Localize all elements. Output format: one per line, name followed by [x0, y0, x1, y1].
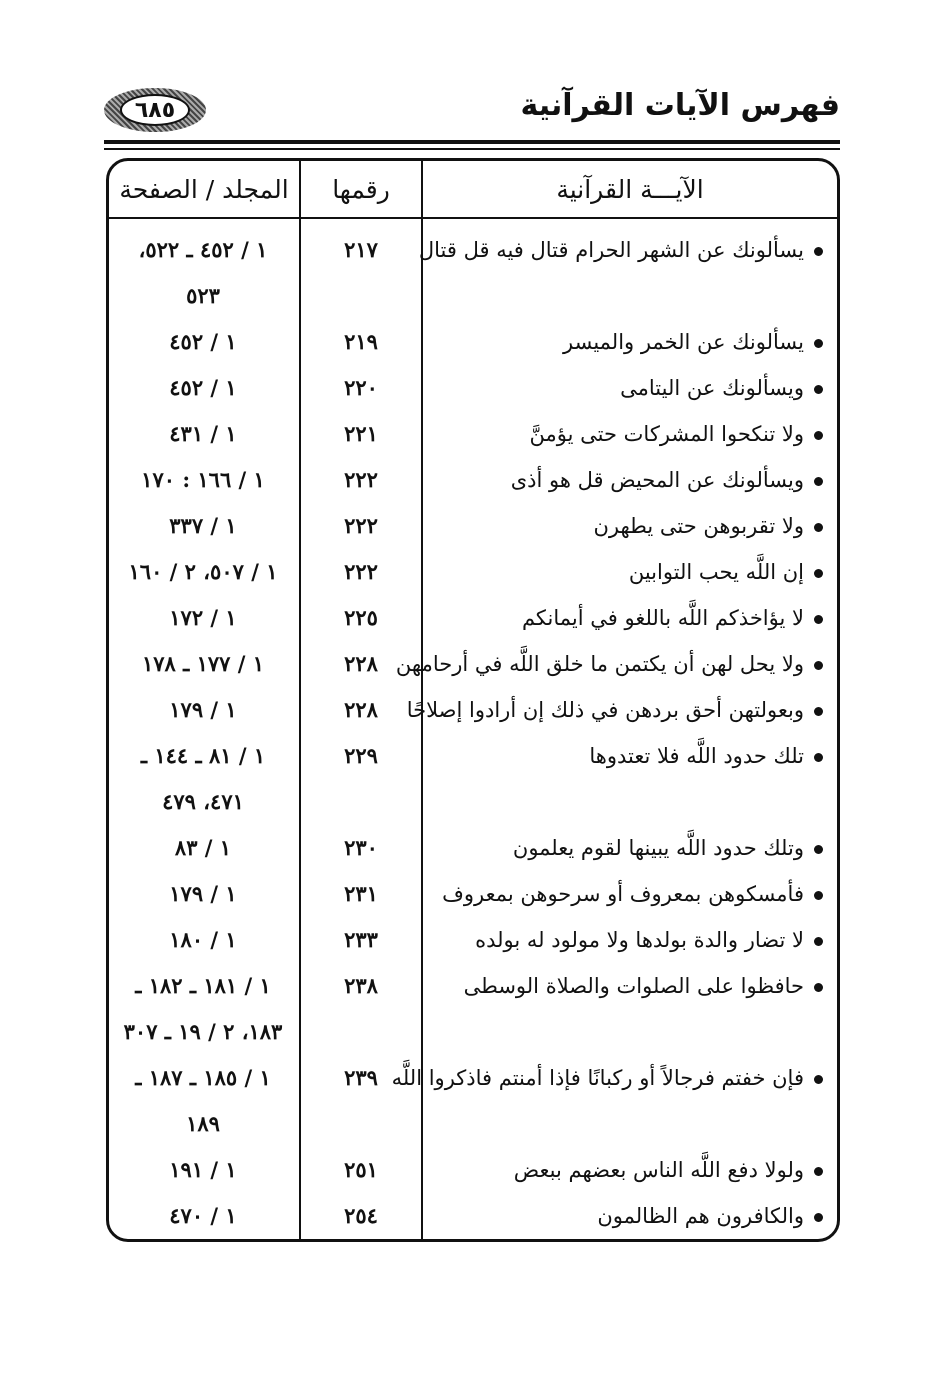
verse-cell — [427, 319, 823, 365]
table-row — [109, 595, 837, 641]
verse-text: ولا تقربوهن حتى يطهرن — [593, 514, 804, 538]
verse-text: ويسألونك عن المحيض قل هو أذى — [510, 468, 804, 492]
volume-page-ref: ١ / ٣٣٧ — [169, 513, 237, 538]
verse-number: ٢٢٢ — [344, 467, 378, 492]
volume-page-ref: ١ / ١٨٠ — [169, 927, 237, 952]
verse-cell — [391, 1055, 823, 1101]
header-divider — [109, 217, 837, 219]
bullet-icon — [814, 247, 823, 256]
volume-page-ref: ١ / ١٨٥ ـ ١٨٧ ـ — [135, 1065, 271, 1090]
verse-cell — [427, 733, 823, 779]
bullet-icon — [814, 339, 823, 348]
verse-number: ٢٣١ — [344, 881, 378, 906]
volume-page-ref: ١ / ٨٣ — [174, 835, 232, 860]
volume-page-ref: ١ / ٤٣١ — [169, 421, 237, 446]
column-header-number: رقمها — [332, 175, 390, 204]
page-title: فهرس الآيات القرآنية — [520, 88, 840, 123]
header-rule-thick — [104, 140, 840, 144]
verse-number: ٢٣٣ — [344, 927, 378, 952]
verse-cell — [427, 595, 823, 641]
volume-page-ref: ١ / ٤٥٢ ـ ٥٢٢، — [138, 237, 268, 262]
verse-cell — [427, 963, 823, 1009]
table-row — [109, 411, 837, 457]
verse-text: يسألونك عن الخمر والميسر — [563, 330, 804, 354]
verse-text: ولا يحل لهن أن يكتمن ما خلق اللَّه في أرحامهن — [395, 652, 804, 676]
verse-cell — [427, 871, 823, 917]
verse-cell — [427, 411, 823, 457]
verse-cell — [427, 1193, 823, 1239]
volume-page-ref: ١ / ١٧٩ — [169, 697, 237, 722]
page-header — [0, 0, 944, 140]
volume-page-ref: ١ / ١٧٢ — [169, 605, 237, 630]
verse-cell — [427, 917, 823, 963]
bullet-icon — [814, 1167, 823, 1176]
table-row — [109, 319, 837, 365]
verse-number: ٢٥٤ — [344, 1203, 378, 1228]
table-row — [109, 503, 837, 549]
page-number-badge — [104, 88, 206, 132]
table-row — [109, 1147, 837, 1193]
verse-text: فأمسكوهن بمعروف أو سرحوهن بمعروف — [442, 882, 804, 906]
volume-page-ref: ١ / ٤٥٢ — [169, 375, 237, 400]
verse-text: والكافرون هم الظالمون — [597, 1204, 804, 1228]
volume-page-ref-continued: ١٨٣، ٢ / ١٩ ـ ٣٠٧ — [123, 1019, 283, 1044]
volume-page-ref: ١ / ١٩١ — [169, 1157, 237, 1182]
volume-page-ref-continued: ١٨٩ — [186, 1111, 220, 1136]
table-row — [109, 871, 837, 917]
volume-page-ref: ١ / ٨١ ـ ١٤٤ ـ — [140, 743, 266, 768]
bullet-icon — [814, 615, 823, 624]
verse-text: تلك حدود اللَّه فلا تعتدوها — [589, 744, 804, 768]
table-row — [109, 1055, 837, 1101]
header-rule-thin — [104, 148, 840, 150]
bullet-icon — [814, 983, 823, 992]
column-header-volume-page: المجلد / الصفحة — [119, 175, 289, 204]
table-row — [109, 963, 837, 1009]
verse-number: ٢٢٢ — [344, 559, 378, 584]
verse-text: يسألونك عن الشهر الحرام قتال فيه قل قتال — [418, 238, 804, 262]
table-row — [109, 365, 837, 411]
verse-text: ويسألونك عن اليتامى — [620, 376, 804, 400]
bullet-icon — [814, 569, 823, 578]
verse-number: ٢٢٢ — [344, 513, 378, 538]
verse-number: ٢٢٨ — [344, 651, 378, 676]
verse-cell — [427, 549, 823, 595]
volume-page-ref: ١ / ١٨١ ـ ١٨٢ ـ — [135, 973, 271, 998]
page-number: ٦٨٥ — [120, 94, 190, 126]
verse-text: لا يؤاخذكم اللَّه باللغو في أيمانكم — [521, 606, 804, 630]
bullet-icon — [814, 431, 823, 440]
table-row — [109, 733, 837, 779]
verse-text: وبعولتهن أحق بردهن في ذلك إن أرادوا إصلاحًا — [406, 698, 804, 722]
volume-page-ref: ١ / ١٧٧ ـ ١٧٨ — [141, 651, 265, 676]
volume-page-ref-continued: ٥٢٣ — [186, 283, 220, 308]
verse-number: ٢٣٩ — [344, 1065, 378, 1090]
bullet-icon — [814, 845, 823, 854]
table-row — [109, 227, 837, 273]
verse-cell — [418, 227, 823, 273]
bullet-icon — [814, 891, 823, 900]
column-header-verse: الآيـــة القرآنية — [556, 175, 704, 204]
verse-number: ٢٢٠ — [344, 375, 378, 400]
volume-page-ref: ١ / ٤٥٢ — [169, 329, 237, 354]
bullet-icon — [814, 937, 823, 946]
verse-cell — [427, 503, 823, 549]
bullet-icon — [814, 707, 823, 716]
verse-number: ٢١٧ — [344, 237, 378, 262]
bullet-icon — [814, 661, 823, 670]
table-row — [109, 457, 837, 503]
verse-text: إن اللَّه يحب التوابين — [628, 560, 804, 584]
bullet-icon — [814, 385, 823, 394]
volume-page-ref: ١ / ٤٧٠ — [169, 1203, 237, 1228]
bullet-icon — [814, 477, 823, 486]
verse-text: لا تضار والدة بولدها ولا مولود له بولده — [475, 928, 804, 952]
table-row — [109, 641, 837, 687]
bullet-icon — [814, 1213, 823, 1222]
volume-page-ref-continued: ٤٧١، ٤٧٩ — [162, 789, 244, 814]
verses-index-table — [106, 158, 840, 1242]
bullet-icon — [814, 753, 823, 762]
verse-number: ٢٢١ — [344, 421, 378, 446]
table-row — [109, 917, 837, 963]
verse-cell — [427, 825, 823, 871]
bullet-icon — [814, 523, 823, 532]
table-row — [109, 687, 837, 733]
verse-cell — [406, 687, 823, 733]
verse-number: ٢٢٥ — [344, 605, 378, 630]
verse-text: ولا تنكحوا المشركات حتى يؤمنَّ — [529, 422, 804, 446]
table-row — [109, 549, 837, 595]
bullet-icon — [814, 1075, 823, 1084]
table-row — [109, 1193, 837, 1239]
verse-text: ولولا دفع اللَّه الناس بعضهم ببعض — [513, 1158, 804, 1182]
verse-number: ٢٣٨ — [344, 973, 378, 998]
verse-text: وتلك حدود اللَّه يبينها لقوم يعلمون — [512, 836, 804, 860]
verse-text: فإن خفتم فرجالاً أو ركبانًا فإذا أمنتم فاذكروا اللَّه — [391, 1066, 804, 1090]
table-row — [109, 825, 837, 871]
volume-page-ref: ١ / ٥٠٧، ٢ / ١٦٠ — [128, 559, 278, 584]
verse-number: ٢٢٨ — [344, 697, 378, 722]
verse-number: ٢٣٠ — [344, 835, 378, 860]
verse-cell — [427, 1147, 823, 1193]
verse-cell — [427, 457, 823, 503]
verse-number: ٢٢٩ — [344, 743, 378, 768]
verse-number: ٢١٩ — [344, 329, 378, 354]
verse-number: ٢٥١ — [344, 1157, 378, 1182]
verse-cell — [427, 365, 823, 411]
verse-cell — [395, 641, 823, 687]
verse-text: حافظوا على الصلوات والصلاة الوسطى — [463, 974, 804, 998]
volume-page-ref: ١ / ١٦٦ : ١٧٠ — [141, 467, 265, 492]
volume-page-ref: ١ / ١٧٩ — [169, 881, 237, 906]
